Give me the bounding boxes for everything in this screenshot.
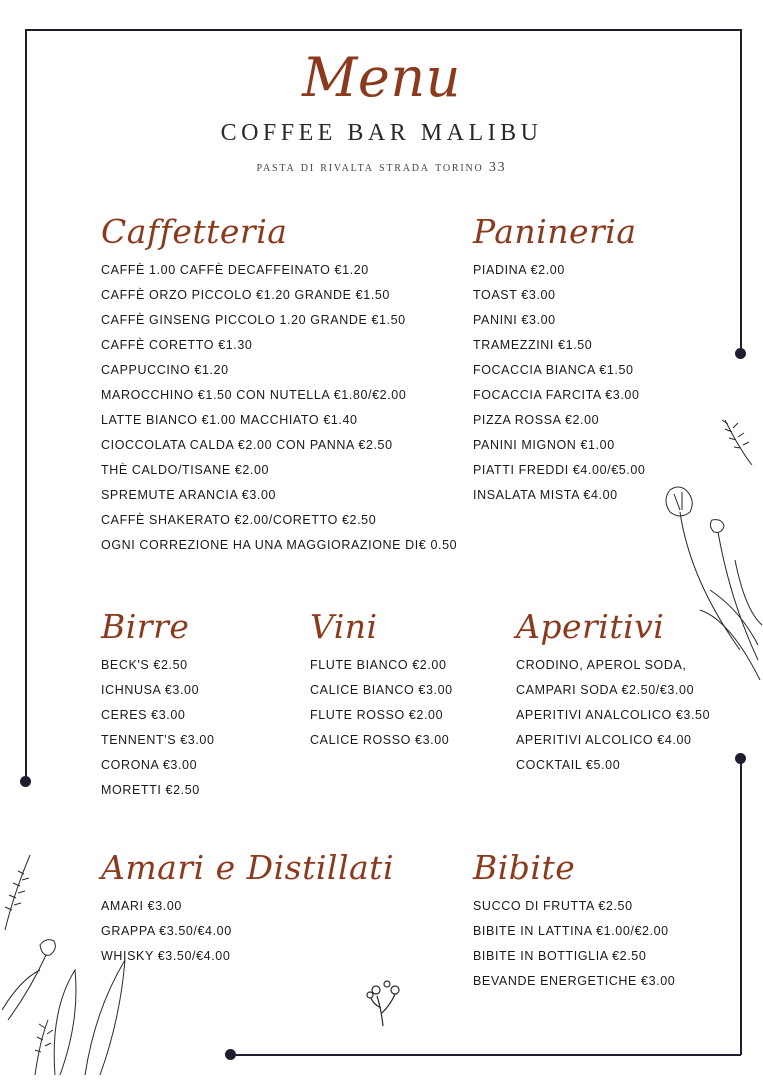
section-bibite [473, 848, 675, 994]
section-title-aperitivi: Aperitivi [516, 607, 665, 646]
menu-item: CRODINO, APEROL SODA, [516, 658, 687, 672]
menu-item: PIATTI FREDDI €4.00/€5.00 [473, 463, 646, 477]
section-panineria [473, 212, 645, 508]
section-amari [101, 848, 394, 969]
flower-illustration-right [640, 410, 763, 690]
menu-item: BEVANDE ENERGETICHE €3.00 [473, 974, 676, 988]
berry-sprig-icon [365, 978, 405, 1028]
menu-item: THÈ CALDO/TISANE €2.00 [101, 463, 270, 477]
menu-item: CAFFÈ ORZO PICCOLO €1.20 GRANDE €1.50 [101, 288, 390, 302]
amari-list [101, 894, 394, 969]
menu-item: TRAMEZZINI €1.50 [473, 338, 593, 352]
menu-item: PIZZA ROSSA €2.00 [473, 413, 600, 427]
frame-top-line [25, 29, 741, 31]
menu-item: CAFFÈ 1.00 CAFFÈ DECAFFEINATO €1.20 [101, 263, 369, 277]
section-title-birre: Birre [101, 607, 190, 646]
section-vini [310, 607, 453, 753]
menu-item: CAMPARI SODA €2.50/€3.00 [516, 683, 695, 697]
menu-item: CALICE ROSSO €3.00 [310, 733, 450, 747]
birre-list [101, 653, 215, 803]
menu-item: FLUTE ROSSO €2.00 [310, 708, 444, 722]
menu-item: FOCACCIA FARCITA €3.00 [473, 388, 640, 402]
menu-item: CAPPUCCINO €1.20 [101, 363, 229, 377]
menu-item: OGNI CORREZIONE HA UNA MAGGIORAZIONE DI€ 0.50 [101, 538, 458, 552]
menu-item: INSALATA MISTA €4.00 [473, 488, 618, 502]
menu-item: BIBITE IN BOTTIGLIA €2.50 [473, 949, 647, 963]
menu-item: APERITIVI ALCOLICO €4.00 [516, 733, 692, 747]
section-title-amari: Amari e Distillati [101, 848, 394, 887]
frame-bottom-line [231, 1054, 741, 1056]
menu-item: APERITIVI ANALCOLICO €3.50 [516, 708, 711, 722]
bar-name: COFFEE BAR MALIBU [220, 120, 543, 146]
menu-item: TENNENT'S €3.00 [101, 733, 215, 747]
frame-dot-right-top [735, 348, 746, 359]
section-birre [101, 607, 215, 803]
flower-illustration-left [0, 850, 135, 1080]
section-title-vini: Vini [310, 607, 378, 646]
menu-item: SPREMUTE ARANCIA €3.00 [101, 488, 277, 502]
section-caffetteria [101, 212, 457, 558]
menu-item: CAFFÈ GINSENG PICCOLO 1.20 GRANDE €1.50 [101, 313, 406, 327]
bar-address: pasta di rivalta strada torino 33 [256, 160, 507, 175]
menu-item: TOAST €3.00 [473, 288, 556, 302]
vini-list [310, 653, 453, 753]
frame-dot-right-lower [735, 753, 746, 764]
menu-item: MORETTI €2.50 [101, 783, 200, 797]
menu-item: PIADINA €2.00 [473, 263, 565, 277]
frame-right-lower-line [740, 758, 742, 1055]
bibite-list [473, 894, 675, 994]
menu-item: MAROCCHINO €1.50 CON NUTELLA €1.80/€2.00 [101, 388, 407, 402]
caffetteria-list [101, 258, 457, 558]
frame-dot-left [20, 776, 31, 787]
menu-item: CALICE BIANCO €3.00 [310, 683, 453, 697]
menu-item: CAFFÈ SHAKERATO €2.00/CORETTO €2.50 [101, 513, 377, 527]
menu-item: CERES €3.00 [101, 708, 186, 722]
menu-item: CIOCCOLATA CALDA €2.00 CON PANNA €2.50 [101, 438, 393, 452]
section-title-caffetteria: Caffetteria [101, 212, 288, 251]
menu-item: SUCCO DI FRUTTA €2.50 [473, 899, 633, 913]
panineria-list [473, 258, 645, 508]
menu-item: PANINI MIGNON €1.00 [473, 438, 615, 452]
menu-item: FLUTE BIANCO €2.00 [310, 658, 447, 672]
menu-item: ICHNUSA €3.00 [101, 683, 200, 697]
menu-item: FOCACCIA BIANCA €1.50 [473, 363, 634, 377]
menu-item: AMARI €3.00 [101, 899, 182, 913]
menu-item: WHISKY €3.50/€4.00 [101, 949, 231, 963]
menu-item: LATTE BIANCO €1.00 MACCHIATO €1.40 [101, 413, 358, 427]
menu-item: COCKTAIL €5.00 [516, 758, 621, 772]
frame-dot-bottom [225, 1049, 236, 1060]
menu-item: GRAPPA €3.50/€4.00 [101, 924, 232, 938]
menu-item: BECK'S €2.50 [101, 658, 188, 672]
menu-title: Menu [302, 46, 461, 109]
section-title-panineria: Panineria [473, 212, 637, 251]
section-title-bibite: Bibite [473, 848, 576, 887]
menu-item: CAFFÈ CORETTO €1.30 [101, 338, 253, 352]
menu-item: CORONA €3.00 [101, 758, 198, 772]
menu-item: BIBITE IN LATTINA €1.00/€2.00 [473, 924, 669, 938]
menu-item: PANINI €3.00 [473, 313, 556, 327]
